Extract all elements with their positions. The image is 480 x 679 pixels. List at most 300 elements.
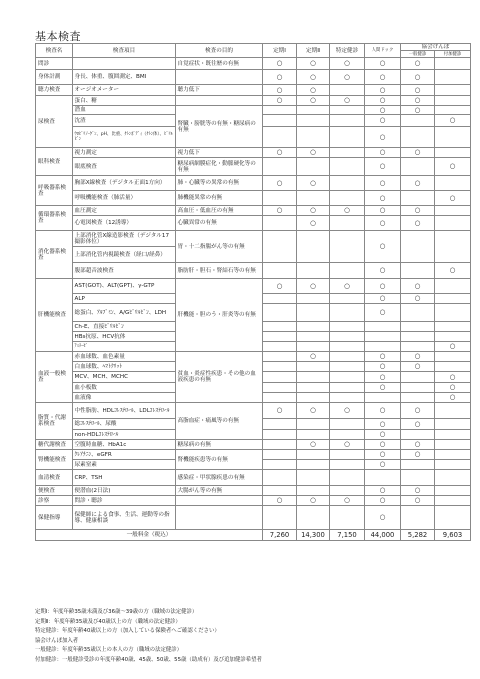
header-dock: 人間ドック bbox=[365, 44, 401, 58]
mark-cell: ○ bbox=[365, 294, 401, 304]
mark-cell: ○ bbox=[263, 206, 297, 216]
mark-cell: ○ bbox=[365, 430, 401, 440]
category-cell: 循環器系検査 bbox=[36, 206, 73, 231]
dock-mark: ○ bbox=[365, 231, 401, 263]
category-cell: 眼科検査 bbox=[36, 148, 73, 176]
mark-cell bbox=[330, 216, 365, 231]
header-category: 検査名 bbox=[36, 44, 73, 58]
mark-cell: ○ bbox=[263, 176, 297, 191]
mark-cell bbox=[435, 148, 471, 158]
mark-cell bbox=[330, 383, 365, 393]
mark-cell bbox=[297, 393, 330, 403]
category-cell: 肝機能検査 bbox=[36, 279, 73, 352]
mark-cell bbox=[330, 352, 365, 362]
mark-cell: ○ bbox=[297, 58, 330, 70]
mark-cell: ○ bbox=[365, 506, 401, 530]
mark-cell: ○ bbox=[365, 158, 401, 176]
mark-cell bbox=[297, 362, 330, 372]
mark-cell: ○ bbox=[365, 263, 401, 279]
item-cell: 尿素窒素 bbox=[73, 460, 176, 470]
mark-cell: ○ bbox=[365, 496, 401, 506]
purpose-cell: 胃・十二指腸がん等の有無 bbox=[176, 231, 263, 263]
mark-cell bbox=[330, 231, 365, 263]
mark-cell: ○ bbox=[401, 176, 435, 191]
mark-cell bbox=[263, 362, 297, 372]
mark-cell: ○ bbox=[365, 352, 401, 362]
table-row bbox=[36, 206, 471, 216]
table-row bbox=[36, 231, 471, 247]
mark-cell: ○ bbox=[401, 403, 435, 419]
item-cell: ｳﾛﾋﾞﾘﾉｰｹﾞﾝ、pH、比重、ｹﾄﾝﾎﾞﾃﾞｨ（ｹﾄﾝ体）、ﾋﾞﾘﾙﾋﾞﾝ bbox=[73, 127, 176, 148]
mark-cell bbox=[297, 115, 330, 127]
mark-cell bbox=[330, 191, 365, 206]
category-cell: 糖代謝検査 bbox=[36, 440, 73, 450]
mark-cell bbox=[435, 332, 471, 342]
mark-cell: ○ bbox=[263, 148, 297, 158]
mark-cell bbox=[263, 470, 297, 486]
table-row bbox=[36, 216, 471, 231]
category-cell: 身体計測 bbox=[36, 70, 73, 85]
mark-cell bbox=[435, 460, 471, 470]
mark-cell bbox=[297, 127, 330, 148]
header-kenpo-additional: 付加健診 bbox=[435, 51, 471, 58]
mark-cell bbox=[263, 158, 297, 176]
mark-cell: ○ bbox=[365, 176, 401, 191]
purpose-cell: 糖尿病の有無 bbox=[176, 440, 263, 450]
header-periodic1: 定期Ⅰ bbox=[263, 44, 297, 58]
mark-cell: ○ bbox=[297, 70, 330, 85]
mark-cell: ○ bbox=[365, 362, 401, 372]
mark-cell: ○ bbox=[365, 304, 401, 322]
header-specific: 特定健診 bbox=[330, 44, 365, 58]
mark-cell: ○ bbox=[401, 58, 435, 70]
table-row bbox=[36, 279, 471, 294]
table-row bbox=[36, 176, 471, 191]
mark-cell bbox=[330, 362, 365, 372]
mark-cell bbox=[297, 450, 330, 460]
exam-table bbox=[35, 43, 471, 541]
mark-cell bbox=[330, 372, 365, 383]
mark-cell bbox=[401, 393, 435, 403]
mark-cell: ○ bbox=[365, 85, 401, 96]
mark-cell bbox=[297, 372, 330, 383]
mark-cell: ○ bbox=[435, 191, 471, 206]
table-row bbox=[36, 403, 471, 419]
purpose-cell: 自覚症状・既往歴の有無 bbox=[176, 58, 263, 70]
mark-cell bbox=[297, 106, 330, 115]
mark-cell: ○ bbox=[401, 440, 435, 450]
fee-kenpo-additional: 9,603 bbox=[435, 530, 471, 541]
mark-cell bbox=[330, 419, 365, 430]
category-cell: 尿検査 bbox=[36, 96, 73, 148]
mark-cell bbox=[435, 206, 471, 216]
mark-cell: ○ bbox=[263, 279, 297, 294]
mark-cell: ○ bbox=[365, 440, 401, 450]
item-cell: 赤血球数、血色素量 bbox=[73, 352, 176, 362]
mark-cell bbox=[435, 294, 471, 304]
table-row bbox=[36, 58, 471, 70]
mark-cell: ○ bbox=[365, 372, 401, 383]
purpose-cell: 心臓異常の有無 bbox=[176, 216, 263, 231]
mark-cell bbox=[435, 216, 471, 231]
mark-cell bbox=[330, 304, 365, 322]
mark-cell bbox=[435, 127, 471, 148]
mark-cell: ○ bbox=[401, 96, 435, 106]
mark-cell bbox=[401, 127, 435, 148]
mark-cell bbox=[401, 322, 435, 332]
table-row bbox=[36, 352, 471, 362]
fee-label: 一般料金（税込） bbox=[36, 530, 263, 541]
mark-cell: ○ bbox=[297, 403, 330, 419]
mark-cell bbox=[435, 496, 471, 506]
item-cell: 胸部X線検査（デジタル正面1方向） bbox=[73, 176, 176, 191]
mark-cell bbox=[401, 470, 435, 486]
item-cell: Ch-E、直接ﾋﾞﾘﾙﾋﾞﾝ bbox=[73, 322, 176, 332]
mark-cell: ○ bbox=[263, 85, 297, 96]
item-cell: 保健師による食事、生活、運動等の指導、健康相談 bbox=[73, 506, 176, 530]
mark-cell bbox=[435, 85, 471, 96]
mark-cell: ○ bbox=[297, 206, 330, 216]
mark-cell bbox=[401, 430, 435, 440]
mark-cell bbox=[401, 342, 435, 352]
mark-cell: ○ bbox=[401, 206, 435, 216]
mark-cell bbox=[435, 106, 471, 115]
category-cell: 保健指導 bbox=[36, 506, 73, 530]
header-periodic2: 定期Ⅱ bbox=[297, 44, 330, 58]
footnotes bbox=[35, 608, 475, 665]
mark-cell bbox=[435, 506, 471, 530]
mark-cell bbox=[435, 96, 471, 106]
mark-cell: ○ bbox=[401, 70, 435, 85]
mark-cell: ○ bbox=[263, 96, 297, 106]
mark-cell bbox=[435, 419, 471, 430]
mark-cell: ○ bbox=[435, 263, 471, 279]
mark-cell: ○ bbox=[365, 70, 401, 85]
item-cell: ALP bbox=[73, 294, 176, 304]
item-cell: 総蛋白、ｱﾙﾌﾞﾐﾝ、A/Gﾋﾞﾘﾙﾋﾞﾝ、LDH bbox=[73, 304, 176, 322]
mark-cell bbox=[401, 506, 435, 530]
mark-cell: ○ bbox=[435, 115, 471, 127]
mark-cell: ○ bbox=[365, 403, 401, 419]
note-specific: 特定健診：年度年齢40歳以上の方（加入している保険者へご確認ください） bbox=[35, 628, 220, 634]
mark-cell bbox=[330, 450, 365, 460]
item-cell: 蛋白、糖 bbox=[73, 96, 176, 106]
mark-cell bbox=[435, 440, 471, 450]
mark-cell bbox=[365, 332, 401, 342]
mark-cell bbox=[330, 85, 365, 96]
purpose-cell: 貧血・炎症性疾患・その他の血液疾患の有無 bbox=[176, 352, 263, 403]
mark-cell bbox=[330, 486, 365, 496]
mark-cell: ○ bbox=[365, 58, 401, 70]
note-kenpo: 協会けんぽ加入者 bbox=[35, 637, 79, 644]
mark-cell bbox=[297, 263, 330, 279]
mark-cell bbox=[330, 430, 365, 440]
mark-cell bbox=[263, 419, 297, 430]
mark-cell: ○ bbox=[435, 383, 471, 393]
mark-cell bbox=[435, 486, 471, 496]
mark-cell: ○ bbox=[330, 440, 365, 450]
item-cell: 問診・聴診 bbox=[73, 496, 176, 506]
mark-cell bbox=[263, 460, 297, 470]
item-cell bbox=[73, 58, 176, 70]
mark-cell bbox=[435, 304, 471, 322]
mark-cell: ○ bbox=[401, 148, 435, 158]
mark-cell bbox=[263, 263, 297, 279]
table-row bbox=[36, 486, 471, 496]
mark-cell: ○ bbox=[365, 206, 401, 216]
purpose-cell: 感染症・甲状腺疾患の有無 bbox=[176, 470, 263, 486]
mark-cell bbox=[330, 342, 365, 352]
mark-cell: ○ bbox=[401, 362, 435, 372]
mark-cell: ○ bbox=[330, 206, 365, 216]
mark-cell bbox=[435, 430, 471, 440]
table-row bbox=[36, 70, 471, 85]
mark-cell: ○ bbox=[401, 294, 435, 304]
mark-cell: ○ bbox=[435, 372, 471, 383]
mark-cell bbox=[330, 470, 365, 486]
header-kenpo: 協会けんぽ bbox=[401, 44, 471, 51]
mark-cell bbox=[365, 393, 401, 403]
category-cell: 脂質・代謝系検査 bbox=[36, 403, 73, 440]
mark-cell: ○ bbox=[297, 352, 330, 362]
mark-cell bbox=[435, 352, 471, 362]
page-title: 基本検査 bbox=[35, 30, 81, 43]
mark-cell bbox=[401, 158, 435, 176]
mark-cell bbox=[297, 460, 330, 470]
purpose-cell: 脂肪肝・胆石・腎結石等の有無 bbox=[176, 263, 263, 279]
item-cell: ｸﾚｱﾁﾆﾝ、eGFR bbox=[73, 450, 176, 460]
mark-cell: ○ bbox=[330, 96, 365, 106]
note-periodic2: 定期Ⅱ：年度年齢35歳及び40歳以上の方（職域の法定健診） bbox=[35, 618, 181, 625]
mark-cell bbox=[330, 106, 365, 115]
mark-cell: ○ bbox=[263, 58, 297, 70]
mark-cell: ○ bbox=[330, 58, 365, 70]
item-cell: 上部消化管X線造影検査（デジタル17撮影体位） bbox=[73, 231, 176, 247]
mark-cell: ○ bbox=[401, 85, 435, 96]
mark-cell bbox=[263, 115, 297, 127]
mark-cell: ○ bbox=[365, 148, 401, 158]
table-row bbox=[36, 158, 471, 176]
item-cell: 血圧測定 bbox=[73, 206, 176, 216]
item-cell: 白血球数、ﾍﾏﾄｸﾘｯﾄ bbox=[73, 362, 176, 372]
mark-cell bbox=[401, 383, 435, 393]
item-cell: ｱﾐﾗｰｾﾞ bbox=[73, 342, 176, 352]
mark-cell bbox=[297, 430, 330, 440]
mark-cell bbox=[330, 115, 365, 127]
mark-cell bbox=[297, 486, 330, 496]
mark-cell: ○ bbox=[297, 496, 330, 506]
item-cell: 血小板数 bbox=[73, 383, 176, 393]
mark-cell bbox=[330, 148, 365, 158]
mark-cell: ○ bbox=[401, 419, 435, 430]
purpose-cell: 聴力低下 bbox=[176, 85, 263, 96]
item-cell: 眼底検査 bbox=[73, 158, 176, 176]
purpose-cell bbox=[176, 506, 263, 530]
mark-cell bbox=[435, 470, 471, 486]
purpose-cell bbox=[176, 96, 263, 106]
mark-cell: ○ bbox=[435, 393, 471, 403]
mark-cell: ○ bbox=[330, 403, 365, 419]
mark-cell: ○ bbox=[435, 342, 471, 352]
table-row bbox=[36, 106, 471, 115]
mark-cell: ○ bbox=[297, 176, 330, 191]
table-row bbox=[36, 85, 471, 96]
mark-cell: ○ bbox=[263, 70, 297, 85]
fee-kenpo-general: 5,282 bbox=[401, 530, 435, 541]
mark-cell bbox=[297, 332, 330, 342]
mark-cell bbox=[435, 403, 471, 419]
mark-cell bbox=[297, 506, 330, 530]
table-row bbox=[36, 506, 471, 530]
mark-cell bbox=[263, 191, 297, 206]
mark-cell bbox=[330, 263, 365, 279]
mark-cell: ○ bbox=[330, 496, 365, 506]
mark-cell: ○ bbox=[365, 460, 401, 470]
mark-cell bbox=[435, 322, 471, 332]
mark-cell bbox=[263, 352, 297, 362]
table-row bbox=[36, 148, 471, 158]
mark-cell: ○ bbox=[401, 486, 435, 496]
category-cell: 問診 bbox=[36, 58, 73, 70]
mark-cell: ○ bbox=[365, 115, 401, 127]
header-kenpo-general: 一般健診 bbox=[401, 51, 435, 58]
item-cell: non-HDLｺﾚｽﾃﾛｰﾙ bbox=[73, 430, 176, 440]
mark-cell bbox=[263, 332, 297, 342]
table-row bbox=[36, 450, 471, 460]
table-row bbox=[36, 470, 471, 486]
mark-cell: ○ bbox=[401, 279, 435, 294]
purpose-cell: 高血圧・低血圧の有無 bbox=[176, 206, 263, 216]
mark-cell bbox=[435, 279, 471, 294]
mark-cell bbox=[263, 342, 297, 352]
item-cell: 沈渣 bbox=[73, 115, 176, 127]
mark-cell: ○ bbox=[297, 440, 330, 450]
purpose-cell bbox=[176, 496, 263, 506]
mark-cell: ○ bbox=[435, 158, 471, 176]
mark-cell bbox=[330, 322, 365, 332]
mark-cell bbox=[263, 322, 297, 332]
category-cell: 呼吸器系検査 bbox=[36, 176, 73, 206]
exam-table-body bbox=[36, 58, 471, 541]
mark-cell bbox=[263, 430, 297, 440]
mark-cell bbox=[263, 106, 297, 115]
item-cell: 心電図検査（12誘導） bbox=[73, 216, 176, 231]
mark-cell: ○ bbox=[365, 450, 401, 460]
mark-cell bbox=[330, 460, 365, 470]
mark-cell bbox=[401, 460, 435, 470]
note-kenpo-general: 一般健診：年度年齢35歳以上の本人の方（職域の法定健診） bbox=[35, 647, 183, 653]
mark-cell: ○ bbox=[401, 496, 435, 506]
category-cell: 血清検査 bbox=[36, 470, 73, 486]
mark-cell bbox=[435, 70, 471, 85]
mark-cell bbox=[435, 362, 471, 372]
fee-periodic2: 14,300 bbox=[297, 530, 330, 541]
mark-cell bbox=[330, 176, 365, 191]
mark-cell: ○ bbox=[365, 279, 401, 294]
mark-cell bbox=[401, 263, 435, 279]
mark-cell bbox=[297, 231, 330, 263]
header-purpose: 検査の目的 bbox=[176, 44, 263, 58]
mark-cell bbox=[263, 304, 297, 322]
mark-cell bbox=[297, 294, 330, 304]
mark-cell bbox=[401, 332, 435, 342]
mark-cell bbox=[330, 393, 365, 403]
mark-cell bbox=[401, 115, 435, 127]
purpose-cell bbox=[176, 70, 263, 85]
mark-cell bbox=[297, 191, 330, 206]
mark-cell bbox=[330, 158, 365, 176]
mark-cell: ○ bbox=[297, 216, 330, 231]
category-cell: 消化器系検査 bbox=[36, 231, 73, 279]
mark-cell: ○ bbox=[401, 352, 435, 362]
item-cell: 腹部超音波検査 bbox=[73, 263, 176, 279]
purpose-cell: 大腸がん等の有無 bbox=[176, 486, 263, 496]
mark-cell: ○ bbox=[330, 279, 365, 294]
mark-cell: ○ bbox=[365, 216, 401, 231]
purpose-cell: 糖尿病網膜症化・動脈硬化等の有無 bbox=[176, 158, 263, 176]
item-cell: 潜血 bbox=[73, 106, 176, 115]
mark-cell bbox=[263, 127, 297, 148]
mark-cell: ○ bbox=[297, 279, 330, 294]
item-cell: HBs抗原、HCV抗体 bbox=[73, 332, 176, 342]
mark-cell: ○ bbox=[297, 96, 330, 106]
mark-cell bbox=[297, 322, 330, 332]
purpose-cell: 腎機能疾患等の有無 bbox=[176, 450, 263, 470]
mark-cell bbox=[263, 486, 297, 496]
table-row bbox=[36, 96, 471, 106]
mark-cell bbox=[297, 342, 330, 352]
mark-cell bbox=[263, 506, 297, 530]
mark-cell: ○ bbox=[401, 450, 435, 460]
mark-cell: ○ bbox=[365, 383, 401, 393]
mark-cell: ○ bbox=[365, 419, 401, 430]
category-cell: 血液一般検査 bbox=[36, 352, 73, 403]
purpose-cell: 肺・心臓等の異常の有無 bbox=[176, 176, 263, 191]
mark-cell bbox=[263, 216, 297, 231]
mark-cell: ○ bbox=[365, 96, 401, 106]
mark-cell bbox=[297, 470, 330, 486]
mark-cell bbox=[297, 158, 330, 176]
item-cell: 中性脂肪、HDLｺﾚｽﾃﾛｰﾙ、LDLｺﾚｽﾃﾛｰﾙ bbox=[73, 403, 176, 419]
mark-cell: ○ bbox=[365, 106, 401, 115]
note-periodic1: 定期Ⅰ：年度年齢35歳未満及び36歳～39歳の方（職域の法定健診） bbox=[35, 609, 198, 615]
fee-row bbox=[36, 530, 471, 541]
mark-cell bbox=[330, 332, 365, 342]
purpose-cell: 腎臓・膀胱等の有無・糖尿病の有無 bbox=[176, 106, 263, 148]
item-cell: 身長、体重、腹囲測定、BMI bbox=[73, 70, 176, 85]
mark-cell bbox=[330, 127, 365, 148]
item-cell: 上部消化管内視鏡検査（経口/経鼻） bbox=[73, 247, 176, 263]
mark-cell bbox=[263, 440, 297, 450]
fee-dock: 44,000 bbox=[365, 530, 401, 541]
item-cell: 呼吸機能検査（肺活量） bbox=[73, 191, 176, 206]
mark-cell bbox=[263, 393, 297, 403]
purpose-cell: 視力低下 bbox=[176, 148, 263, 158]
note-kenpo-additional: 付加健診：一般健診受診の年度年齢40歳、45歳、50歳、55歳（助成有）及び追加健診希望者 bbox=[35, 656, 262, 663]
item-cell: 便潜血(2日法) bbox=[73, 486, 176, 496]
purpose-cell: 肺機能異常の有無 bbox=[176, 191, 263, 206]
fee-periodic1: 7,260 bbox=[263, 530, 297, 541]
table-row bbox=[36, 440, 471, 450]
mark-cell bbox=[263, 294, 297, 304]
mark-cell bbox=[263, 450, 297, 460]
mark-cell bbox=[297, 419, 330, 430]
mark-cell: ○ bbox=[401, 106, 435, 115]
mark-cell bbox=[365, 470, 401, 486]
mark-cell: ○ bbox=[330, 70, 365, 85]
mark-cell bbox=[263, 372, 297, 383]
mark-cell bbox=[263, 231, 297, 263]
